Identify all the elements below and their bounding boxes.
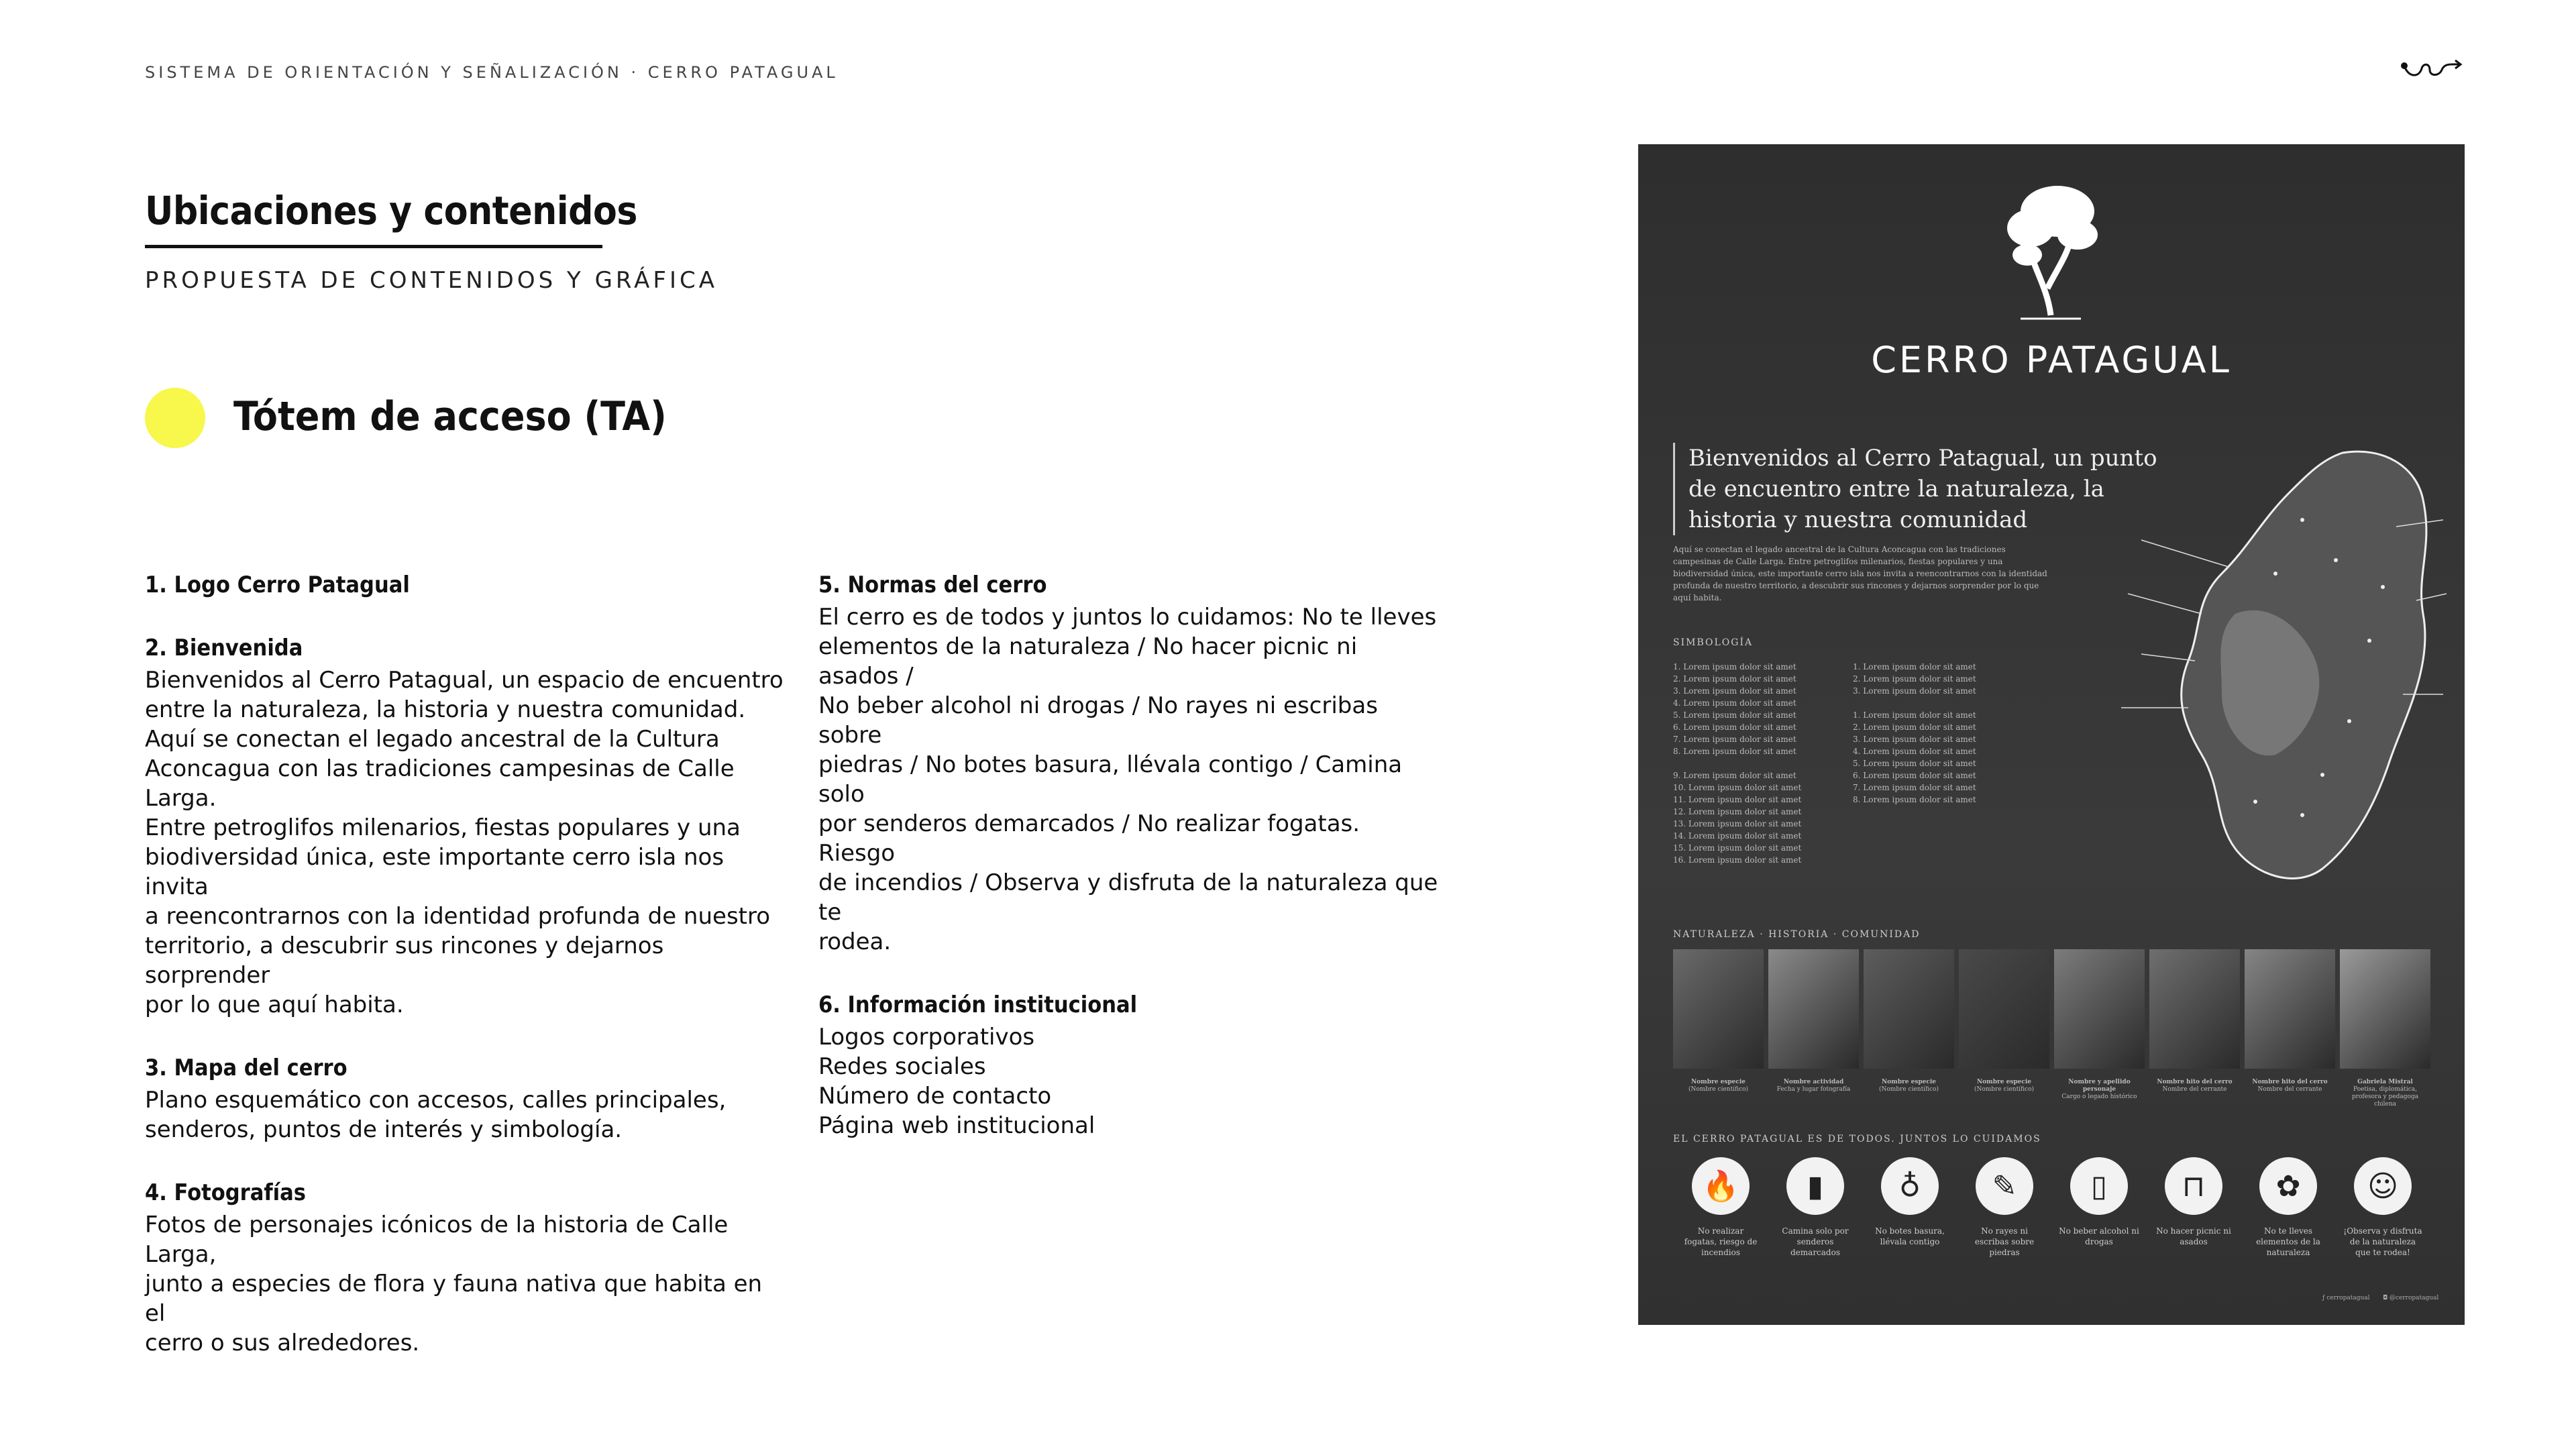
symbol-entry: 5. Lorem ipsum dolor sit amet <box>1853 759 1976 768</box>
content-item-heading: 4. Fotografías <box>145 1179 306 1206</box>
rule-label: No rayes ni escribas sobre piedras <box>1974 1226 2035 1257</box>
brand-logo-icon <box>2399 55 2463 82</box>
photo-caption-title: Nombre y apellido personaje <box>2068 1079 2131 1093</box>
page-subtitle: PROPUESTA DE CONTENIDOS Y GRÁFICA <box>145 267 718 294</box>
symbol-entry: 2. Lorem ipsum dolor sit amet <box>1673 674 1796 684</box>
rule-label: No te lleves elementos de la naturaleza <box>2256 1226 2320 1257</box>
symbol-entry: 8. Lorem ipsum dolor sit amet <box>1673 747 1796 756</box>
content-line: Aconcagua con las tradiciones campesinas de Calle Larga. <box>145 755 735 812</box>
poster-photo <box>2149 949 2240 1069</box>
photos-section-title: NATURALEZA · HISTORIA · COMUNIDAD <box>1673 929 1921 940</box>
photo-caption-sub: Poetisa, diplomática, profesora y pedagoga chilena <box>2351 1086 2419 1108</box>
totem-poster <box>1638 144 2465 1325</box>
content-item-body <box>818 602 1442 957</box>
content-line: Entre petroglifos milenarios, fiestas populares y una <box>145 814 741 841</box>
content-line: Logos corporativos <box>818 1024 1035 1051</box>
symbol-entry: 15. Lorem ipsum dolor sit amet <box>1673 843 1802 853</box>
symbol-list-a <box>1673 661 1801 866</box>
symbol-entry: 9. Lorem ipsum dolor sit amet <box>1673 771 1796 780</box>
symbol-entry: 2. Lorem ipsum dolor sit amet <box>1853 722 1976 732</box>
content-line: biodiversidad única, este importante cerro isla nos invita <box>145 844 724 900</box>
symbol-entry: 1. Lorem ipsum dolor sit amet <box>1853 710 1976 720</box>
content-column-right <box>818 570 1442 1174</box>
photo-caption <box>2149 1079 2240 1093</box>
content-line: junto a especies de flora y fauna nativa que habita en el <box>145 1271 763 1327</box>
symbol-entry: 1. Lorem ipsum dolor sit amet <box>1853 662 1976 672</box>
photo-caption <box>1673 1079 1764 1093</box>
content-line: territorio, a descubrir sus rincones y dejarnos sorprender <box>145 932 664 989</box>
content-item-body <box>818 1022 1442 1140</box>
symbol-entry: 2. Lorem ipsum dolor sit amet <box>1853 674 1976 684</box>
poster-photo <box>2054 949 2145 1069</box>
social-instagram: ◘ @cerropatagual <box>2383 1295 2439 1301</box>
symbol-entry: 6. Lorem ipsum dolor sit amet <box>1853 771 1976 780</box>
content-line: a reencontrarnos con la identidad profunda de nuestro <box>145 903 771 930</box>
content-line: piedras / No botes basura, llévala contigo / Camina solo <box>818 751 1403 808</box>
photo-caption-title: Nombre especie <box>1881 1079 1937 1085</box>
no-alcohol-icon: ▯ <box>2070 1157 2128 1215</box>
social-facebook-handle: cerropatagual <box>2326 1295 2370 1301</box>
symbol-entry: 4. Lorem ipsum dolor sit amet <box>1673 698 1796 708</box>
tree-logo-icon <box>1994 181 2108 322</box>
content-item-heading: 6. Información institucional <box>818 991 1138 1018</box>
symbol-entry: 5. Lorem ipsum dolor sit amet <box>1673 710 1796 720</box>
photo-caption-sub: (Nombre científico) <box>1878 1086 1939 1093</box>
content-line: Número de contacto <box>818 1083 1052 1110</box>
no-fire-icon: 🔥 <box>1692 1157 1750 1215</box>
symbol-entry <box>1853 697 1976 709</box>
photo-caption-sub: (Nombre científico) <box>1688 1086 1749 1093</box>
symbol-entry: 3. Lorem ipsum dolor sit amet <box>1853 735 1976 744</box>
symbol-entry: 13. Lorem ipsum dolor sit amet <box>1673 819 1802 828</box>
poster-photo <box>1959 949 2049 1069</box>
header-title: SISTEMA DE ORIENTACIÓN Y SEÑALIZACIÓN · CERRO PATAGUAL <box>145 63 839 82</box>
content-line: Redes sociales <box>818 1053 986 1080</box>
symbol-list-b <box>1853 661 1976 806</box>
content-line: El cerro es de todos y juntos lo cuidamos: No te lleves <box>818 604 1437 631</box>
social-instagram-handle: @cerropatagual <box>2389 1295 2439 1301</box>
no-trash-icon: ♁ <box>1881 1157 1939 1215</box>
poster-intro: Aquí se conectan el legado ancestral de la Cultura Aconcagua con las tradiciones campesinas de Calle Larga. Entre petroglifos milenarios, fiestas populares y una biodiversidad única, este importante cerro isla nos invita a reencontrarnos con la identidad profunda de nuestro territorio, a descubrir sus rincones y dejarnos sorprender por lo que aquí habita. <box>1673 545 2047 602</box>
symbol-entry: 11. Lorem ipsum dolor sit amet <box>1673 795 1802 804</box>
observe-icon: ☺ <box>2354 1157 2412 1215</box>
photo-caption-title: Nombre hito del cerro <box>2157 1079 2233 1085</box>
poster-name: CERRO PATAGUAL <box>1871 339 2232 381</box>
rule-label: Camina solo por senderos demarcados <box>1782 1226 1849 1257</box>
content-item-heading: 3. Mapa del cerro <box>145 1055 347 1081</box>
symbol-entry: 3. Lorem ipsum dolor sit amet <box>1673 686 1796 696</box>
content-item <box>818 570 1442 957</box>
content-column-left <box>145 570 789 1391</box>
photo-caption-sub: Nombre del cerrante <box>2257 1086 2322 1093</box>
poster-welcome: Bienvenidos al Cerro Patagual, un punto de encuentro entre la naturaleza, la historia y nuestra comunidad <box>1673 443 2158 535</box>
content-item-body <box>145 665 789 1020</box>
content-line: senderos, puntos de interés y simbología. <box>145 1116 623 1143</box>
content-item-heading: 2. Bienvenida <box>145 635 303 661</box>
content-line: rodea. <box>818 928 892 955</box>
photo-caption <box>1864 1079 1954 1093</box>
symbol-entry: 7. Lorem ipsum dolor sit amet <box>1853 783 1976 792</box>
hill-map-icon <box>2101 439 2450 896</box>
trail-icon: ▮ <box>1786 1157 1844 1215</box>
section-dot <box>145 388 205 448</box>
content-line: por lo que aquí habita. <box>145 991 404 1018</box>
content-line: No beber alcohol ni drogas / No rayes ni escribas sobre <box>818 692 1378 749</box>
content-line: entre la naturaleza, la historia y nuestra comunidad. <box>145 696 746 723</box>
content-line: de incendios / Observa y disfruta de la naturaleza que te <box>818 869 1438 926</box>
content-line: cerro o sus alrededores. <box>145 1330 420 1356</box>
content-line: Fotos de personajes icónicos de la historia de Calle Larga, <box>145 1212 729 1268</box>
content-line: por senderos demarcados / No realizar fogatas. Riesgo <box>818 810 1360 867</box>
content-line: Aquí se conectan el legado ancestral de la Cultura <box>145 726 720 753</box>
no-picnic-icon: ⊓ <box>2165 1157 2222 1215</box>
symbol-entry: 1. Lorem ipsum dolor sit amet <box>1673 662 1796 672</box>
photo-caption <box>1768 1079 1859 1093</box>
content-item <box>145 570 789 600</box>
photo-caption-title: Gabriela Mistral <box>2357 1079 2413 1085</box>
content-item-body <box>145 1210 789 1358</box>
content-line: Página web institucional <box>818 1112 1095 1139</box>
photo-caption <box>2245 1079 2335 1093</box>
photo-caption-sub: Fecha y lugar fotografía <box>1776 1086 1851 1093</box>
symbol-entry: 8. Lorem ipsum dolor sit amet <box>1853 795 1976 804</box>
content-item <box>145 1178 789 1358</box>
poster-photo <box>1864 949 1954 1069</box>
content-line: Bienvenidos al Cerro Patagual, un espacio de encuentro <box>145 667 784 694</box>
rule-label: No botes basura, llévala contigo <box>1875 1226 1945 1246</box>
poster-simbologia-title: SIMBOLOGÍA <box>1673 637 1754 648</box>
symbol-entry: 7. Lorem ipsum dolor sit amet <box>1673 735 1796 744</box>
symbol-entry: 10. Lorem ipsum dolor sit amet <box>1673 783 1802 792</box>
symbol-entry: 6. Lorem ipsum dolor sit amet <box>1673 722 1796 732</box>
no-graffiti-icon: ✎ <box>1976 1157 2033 1215</box>
photo-caption-title: Nombre actividad <box>1783 1079 1844 1085</box>
page-title: Ubicaciones y contenidos <box>145 188 637 233</box>
photo-caption-title: Nombre especie <box>1690 1079 1746 1085</box>
rule-label: ¡Observa y disfruta de la naturaleza que te rodea! <box>2343 1226 2422 1257</box>
content-item-heading: 5. Normas del cerro <box>818 572 1047 598</box>
poster-photo <box>2245 949 2335 1069</box>
poster-photo <box>1673 949 1764 1069</box>
rule-label: No realizar fogatas, riesgo de incendios <box>1684 1226 1758 1257</box>
rules-section-title: EL CERRO PATAGUAL ES DE TODOS. JUNTOS LO CUIDAMOS <box>1673 1134 2041 1144</box>
content-item <box>145 1053 789 1144</box>
photo-caption-sub: Cargo o legado histórico <box>2061 1093 2137 1100</box>
content-line: Plano esquemático con accesos, calles principales, <box>145 1087 727 1114</box>
photo-caption-sub: Nombre del cerrante <box>2162 1086 2227 1093</box>
rule-label: No beber alcohol ni drogas <box>2059 1226 2139 1246</box>
content-item <box>145 633 789 1020</box>
symbol-entry <box>1673 757 1801 769</box>
symbol-entry: 4. Lorem ipsum dolor sit amet <box>1853 747 1976 756</box>
photo-caption <box>2340 1079 2430 1108</box>
content-item-heading: 1. Logo Cerro Patagual <box>145 572 410 598</box>
symbol-entry: 14. Lorem ipsum dolor sit amet <box>1673 831 1802 841</box>
title-underline <box>145 245 602 248</box>
content-item <box>818 990 1442 1140</box>
symbol-entry: 16. Lorem ipsum dolor sit amet <box>1673 855 1802 865</box>
photo-caption-title: Nombre hito del cerro <box>2252 1079 2328 1085</box>
photo-caption <box>1959 1079 2049 1093</box>
poster-photo <box>2340 949 2430 1069</box>
photo-caption-sub: (Nombre científico) <box>1974 1086 2035 1093</box>
no-picking-icon: ✿ <box>2259 1157 2317 1215</box>
symbol-entry: 3. Lorem ipsum dolor sit amet <box>1853 686 1976 696</box>
social-facebook: ƒ cerropatagual <box>2322 1295 2370 1301</box>
content-item-body <box>145 1085 789 1144</box>
photo-caption <box>2054 1079 2145 1101</box>
photo-caption-title: Nombre especie <box>1976 1079 2032 1085</box>
symbol-entry: 12. Lorem ipsum dolor sit amet <box>1673 807 1802 816</box>
poster-photo <box>1768 949 1859 1069</box>
section-title: Tótem de acceso (TA) <box>233 393 667 440</box>
content-line: elementos de la naturaleza / No hacer picnic ni asados / <box>818 633 1358 690</box>
rule-label: No hacer picnic ni asados <box>2156 1226 2231 1246</box>
